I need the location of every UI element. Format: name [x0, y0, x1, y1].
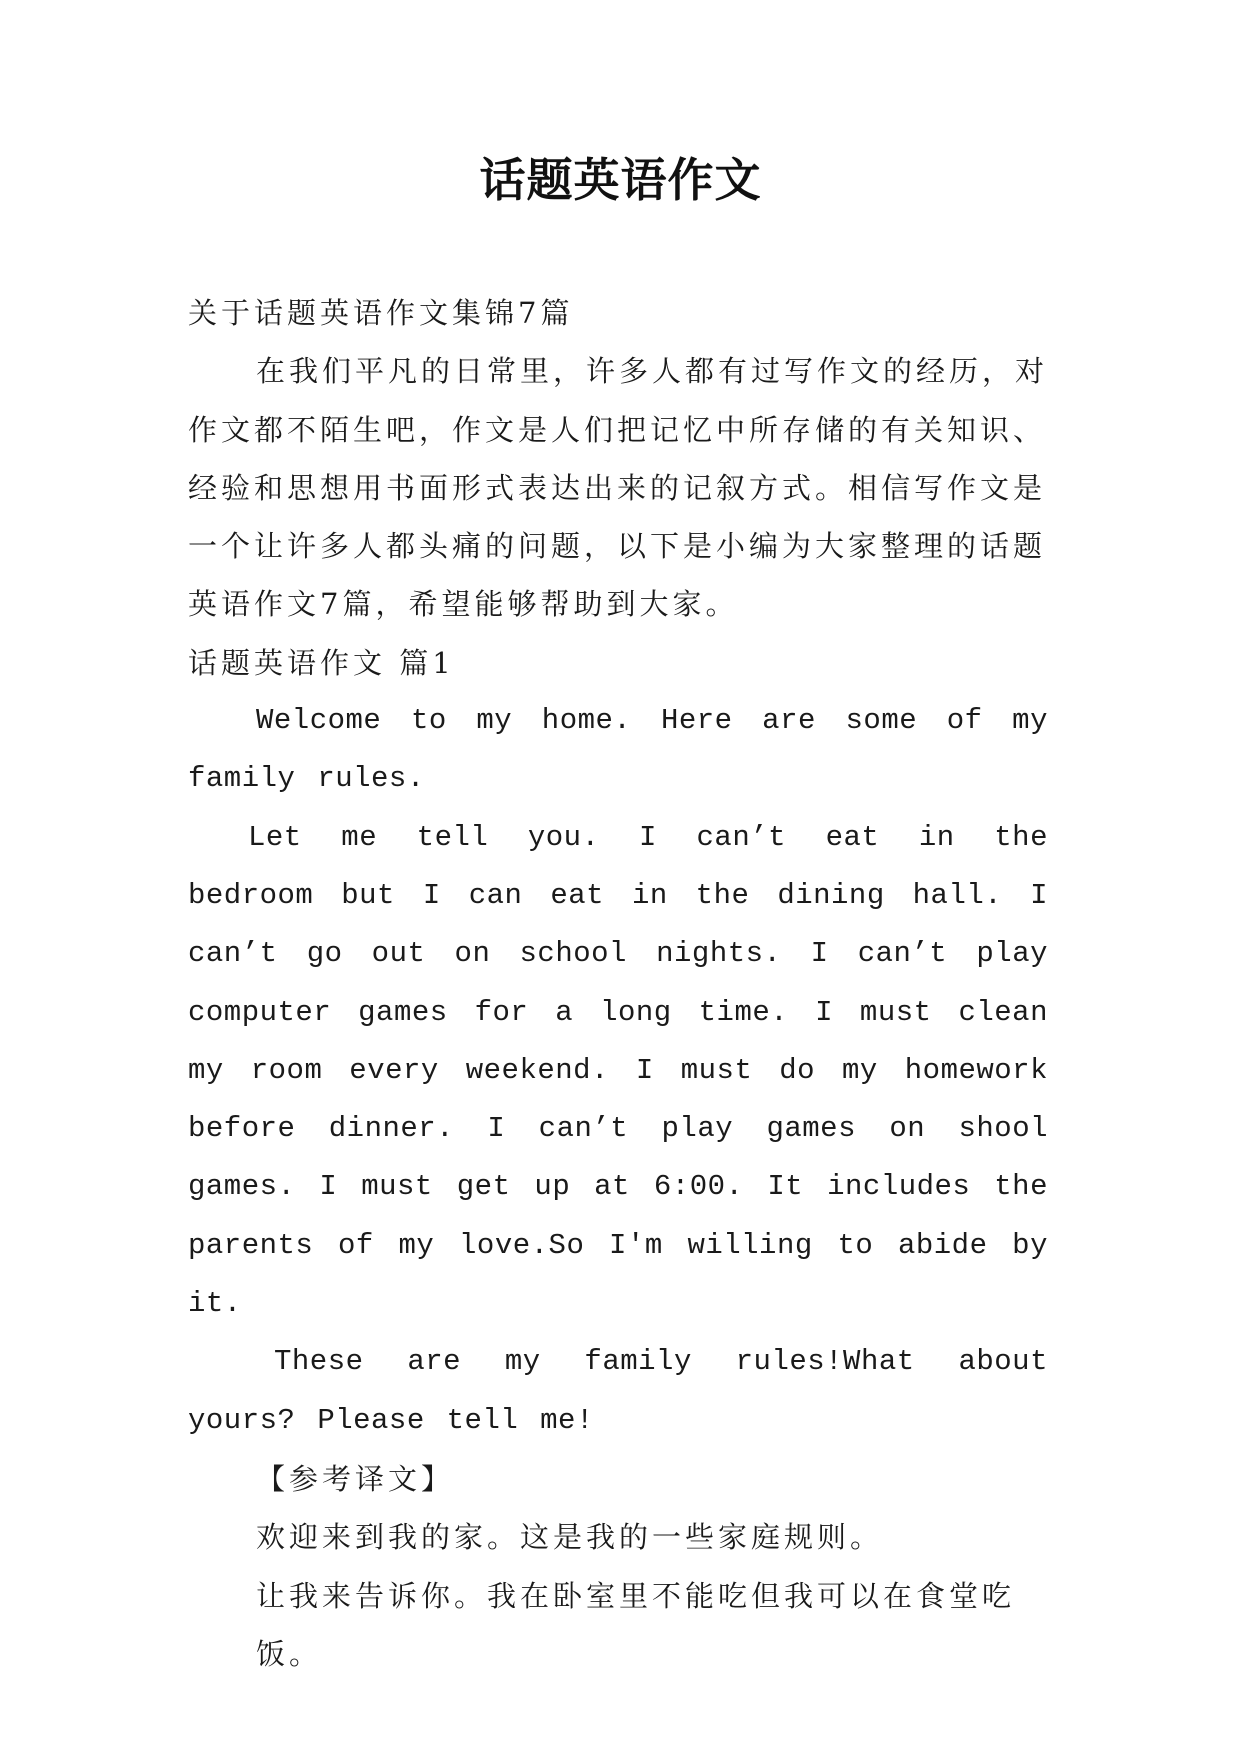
- document-subtitle: 关于话题英语作文集锦7篇: [188, 296, 574, 330]
- document-body: [188, 284, 1048, 1683]
- translation-label: 【参考译文】: [256, 1461, 455, 1496]
- essay-heading: 话题英语作文 篇1: [188, 645, 455, 680]
- translation-paragraph: 让我来告诉你。我在卧室里不能吃但我可以在食堂吃饭。: [256, 1578, 1016, 1671]
- essay-paragraph: Welcome to my home. Here are some of my family rules.: [188, 704, 1048, 796]
- intro-paragraph: 在我们平凡的日常里，许多人都有过写作文的经历，对作文都不陌生吧，作文是人们把记忆中所存储的有关知识、经验和思想用书面形式表达出来的记叙方式。相信写作文是一个让许多人都头痛的问题，以下是小编为大家整理的话题英语作文7篇，希望能够帮助到大家。: [188, 354, 1049, 622]
- document-title: 话题英语作文: [479, 153, 762, 207]
- essay-paragraph: Let me tell you. I can’t eat in the bedroom but I can eat in the dining hall. I can’t go out on school nights. I can’t play computer games for a long time. I must clean my room every weekend. I must do my homework before dinner. I can’t play games on shool games. I must get up at 6:00. It includes the parents of my love.So I'm willing to abide by it.: [188, 820, 1048, 1321]
- essay-paragraph: These are my family rules!What about yours? Please tell me!: [188, 1345, 1048, 1437]
- translation-paragraph: 欢迎来到我的家。这是我的一些家庭规则。: [256, 1520, 884, 1555]
